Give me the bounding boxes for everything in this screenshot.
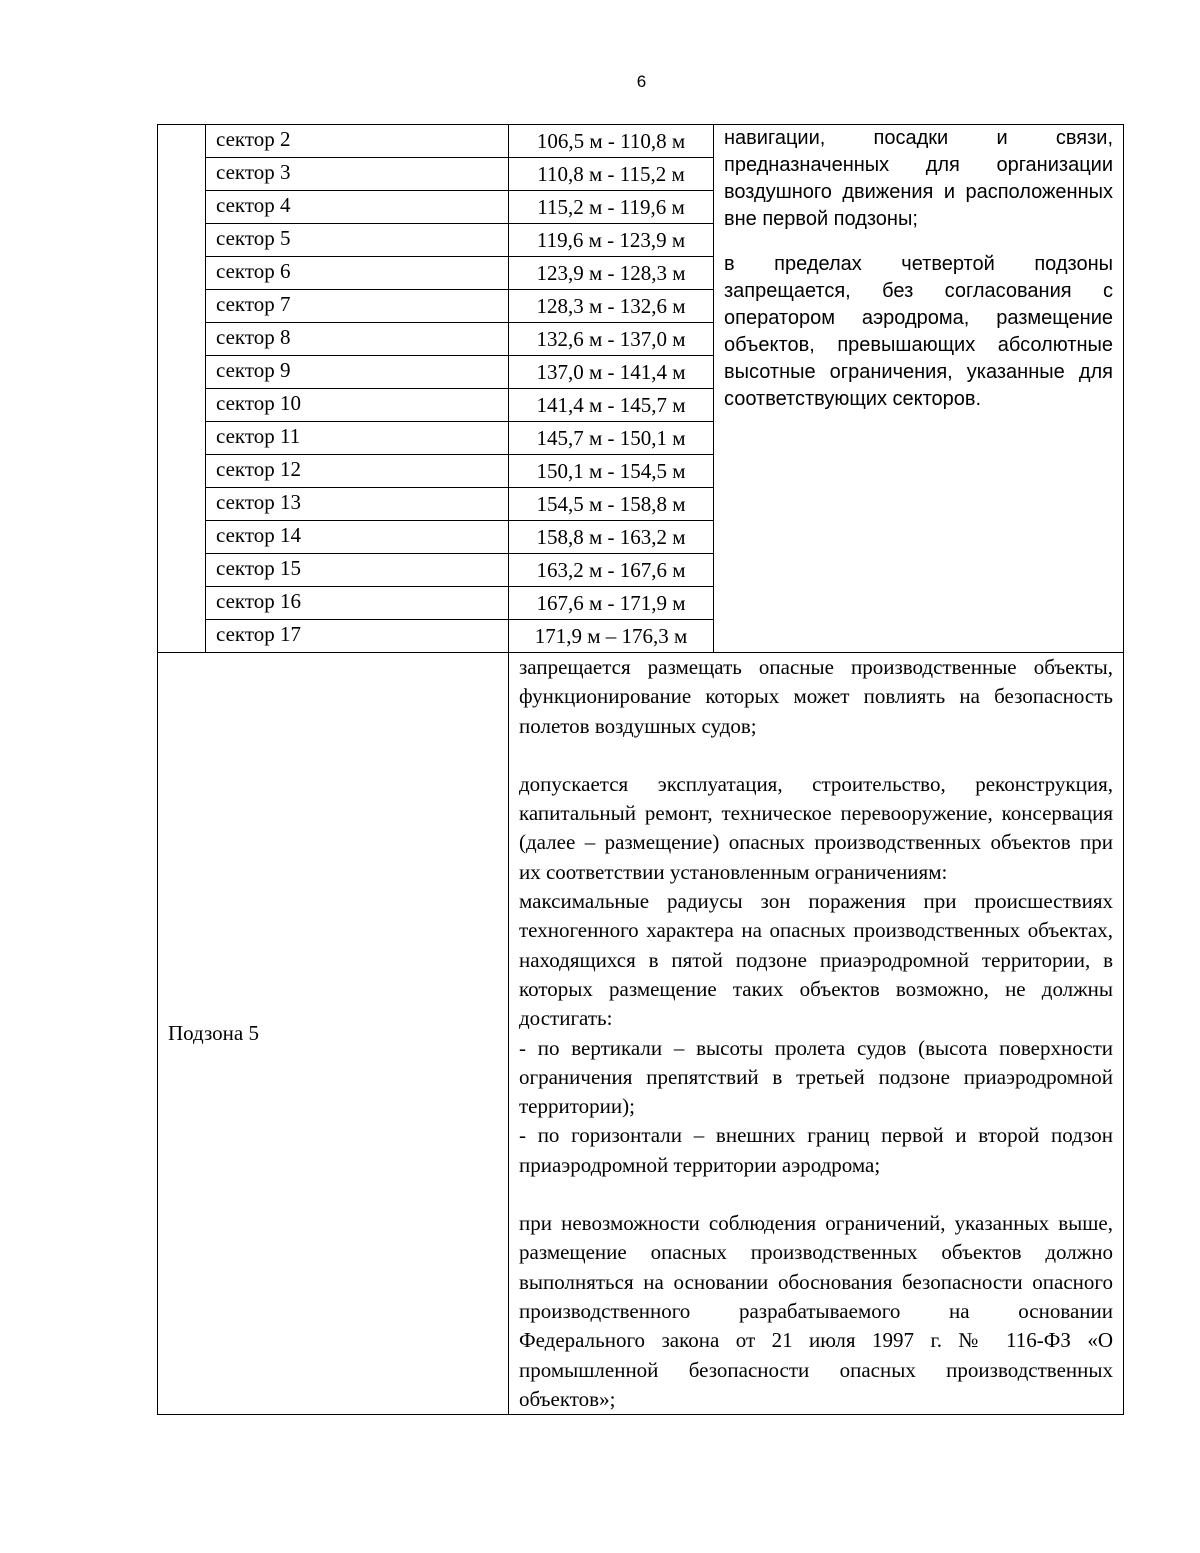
sector-height-range: 123,9 м - 128,3 м: [509, 257, 714, 290]
sector-name: сектор 15: [206, 554, 509, 587]
sector-height-range: 167,6 м - 171,9 м: [509, 587, 714, 620]
zone5-paragraph: при невозможности соблюдения ограничений, указанных выше, размещение опасных производственных объектов должно выполняться на основании обоснования безопасности опасного производственного разрабатываемого на основании Федерального закона от 21 июля 1997 г. № 116-ФЗ «О промышленной безопасности опасных производственных объектов»;: [519, 1211, 1113, 1411]
sector-name: сектор 11: [206, 422, 509, 455]
zone4-restrictions-text: [714, 125, 1124, 653]
restrictions-table: [157, 124, 1124, 1415]
page-number: 6: [636, 72, 647, 91]
sector-name: сектор 8: [206, 323, 509, 356]
sector-height-range: 171,9 м – 176,3 м: [509, 620, 714, 653]
sector-height-range: 115,2 м - 119,6 м: [509, 191, 714, 224]
zone5-text: [509, 653, 1124, 1415]
sector-name: сектор 3: [206, 158, 509, 191]
zone4-paragraph: в пределах четвертой подзоны запрещается, без согласования с оператором аэродрома, размещение объектов, превышающих абсолютные высотные ограничения, указанные для соответствующих секторов.: [724, 253, 1113, 410]
sector-name: сектор 17: [206, 620, 509, 653]
sector-height-range: 106,5 м - 110,8 м: [509, 125, 714, 158]
sector-name: сектор 10: [206, 389, 509, 422]
blank-cell: [158, 125, 206, 653]
sector-height-range: 132,6 м - 137,0 м: [509, 323, 714, 356]
zone5-paragraph: максимальные радиусы зон поражения при происшествиях техногенного характера на опасных производственных объектах, находящихся в пятой подзоне приаэродромной территории, в которых размещение таких объектов возможно, не должны достигать:: [519, 889, 1113, 1031]
sector-name: сектор 7: [206, 290, 509, 323]
zone5-paragraph: запрещается размещать опасные производственные объекты, функционирование которых может повлиять на безопасность полетов воздушных судов;: [519, 655, 1113, 738]
sector-name: сектор 4: [206, 191, 509, 224]
sector-height-range: 154,5 м - 158,8 м: [509, 488, 714, 521]
zone5-row: [158, 653, 1124, 1415]
sector-height-range: 145,7 м - 150,1 м: [509, 422, 714, 455]
zone5-label: Подзона 5: [158, 653, 509, 1415]
sector-height-range: 128,3 м - 132,6 м: [509, 290, 714, 323]
sector-name: сектор 2: [206, 125, 509, 158]
sector-height-range: 137,0 м - 141,4 м: [509, 356, 714, 389]
zone5-paragraph: - по вертикали – высоты пролета судов (высота поверхности ограничения препятствий в третьей подзоне приаэродромной территории);: [519, 1035, 1113, 1119]
sector-name: сектор 12: [206, 455, 509, 488]
sector-height-range: 110,8 м - 115,2 м: [509, 158, 714, 191]
sector-row: [158, 125, 1124, 158]
sector-rows: [158, 125, 1124, 653]
sector-height-range: 163,2 м - 167,6 м: [509, 554, 714, 587]
sector-name: сектор 6: [206, 257, 509, 290]
zone5-paragraph: - по горизонтали – внешних границ первой и второй подзон приаэродромной территории аэродрома;: [519, 1123, 1113, 1177]
zone5-paragraph: допускается эксплуатация, строительство, реконструкция, капитальный ремонт, техническое перевооружение, консервация (далее – размещение) опасных производственных объектов при их соответствии установленным ограничениям:: [519, 771, 1113, 884]
sector-name: сектор 16: [206, 587, 509, 620]
sector-name: сектор 5: [206, 224, 509, 257]
sector-height-range: 150,1 м - 154,5 м: [509, 455, 714, 488]
sector-name: сектор 9: [206, 356, 509, 389]
zone4-paragraph: навигации, посадки и связи, предназначенных для организации воздушного движения и расположенных вне первой подзоны;: [724, 127, 1113, 230]
sector-height-range: 119,6 м - 123,9 м: [509, 224, 714, 257]
sector-name: сектор 13: [206, 488, 509, 521]
sector-name: сектор 14: [206, 521, 509, 554]
zone5-section: [158, 653, 1124, 1415]
sector-height-range: 158,8 м - 163,2 м: [509, 521, 714, 554]
sector-height-range: 141,4 м - 145,7 м: [509, 389, 714, 422]
